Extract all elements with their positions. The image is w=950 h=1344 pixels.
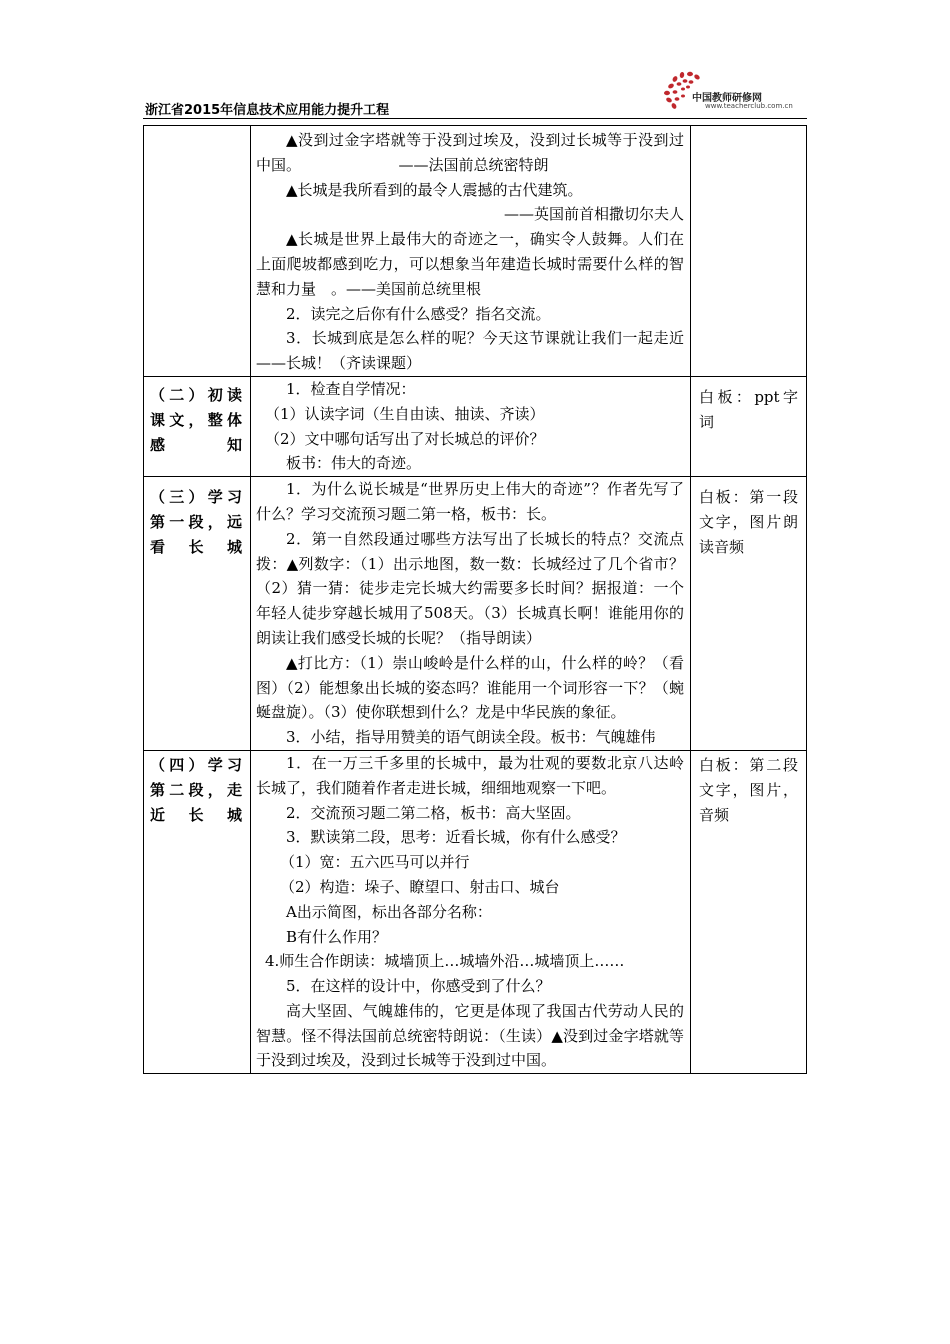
step-paragraph: （2）构造：垛子、瞭望口、射击口、城台	[280, 877, 560, 896]
header-rule	[143, 118, 807, 119]
step-paragraph: （1）认读字词（生自由读、抽读、齐读）	[265, 404, 545, 423]
section-cell: （四）学习第二段，走近长城	[144, 750, 251, 1073]
step-paragraph: 2．交流预习题二第二格，板书：高大坚固。	[286, 803, 581, 822]
lesson-plan-table	[143, 125, 807, 1074]
quote-attribution: ——英国前首相撒切尔夫人	[503, 205, 684, 224]
document-header-title: 浙江省2015年信息技术应用能力提升工程	[145, 103, 390, 118]
step-paragraph: B有什么作用？	[286, 927, 388, 946]
content-cell	[251, 477, 691, 751]
step-paragraph: 2．第一自然段通过哪些方法写出了长城长的特点？交流点拨：▲列数字：（1）出示地图，数一数：长城经过了几个省市？（2）猜一猜：徒步走完长城大约需要多长时间？据报道：一个年轻人徒步穿越长城用了508天。（3）长城真长啊！谁能用你的朗读让我们感受长城的长呢？（指导朗读）	[256, 529, 684, 647]
step-paragraph: 1．为什么说长城是“世界历史上伟大的奇迹”？作者先写了什么？学习交流预习题二第一格，板书：长。	[256, 480, 684, 523]
quote-paragraph: ▲没到过金字塔就等于没到过埃及，没到过长城等于没到过中国。 ——法国前总统密特朗	[256, 131, 684, 174]
section-cell	[144, 126, 251, 377]
media-cell: 白板：第二段文字，图片，音频	[691, 750, 807, 1073]
logo-text: 中国教师研修网	[692, 93, 762, 104]
step-paragraph: 3．小结，指导用赞美的语气朗读全段。板书：气魄雄伟	[286, 728, 656, 747]
table-row	[144, 376, 807, 476]
section-cell: （三）学习第一段，远看长城	[144, 477, 251, 751]
media-cell: 白板：第一段文字，图片朗读音频	[691, 477, 807, 751]
step-paragraph: 2．读完之后你有什么感受？指名交流。	[286, 304, 551, 323]
step-paragraph: 高大坚固、气魄雄伟的，它更是体现了我国古代劳动人民的智慧。怪不得法国前总统密特朗说：（生读）▲没到过金字塔就等于没到过埃及，没到过长城等于没到过中国。	[256, 1001, 684, 1070]
step-paragraph: 板书：伟大的奇迹。	[286, 454, 422, 473]
step-paragraph: ▲打比方：（1）崇山峻岭是什么样的山，什么样的岭？（看图）（2）能想象出长城的姿态吗？谁能用一个词形容一下？（蜿蜒盘旋）。（3）使你联想到什么？龙是中华民族的象征。	[256, 653, 684, 722]
media-cell	[691, 126, 807, 377]
quote-paragraph: ▲长城是我所看到的最令人震撼的古代建筑。	[286, 180, 583, 199]
table-row	[144, 126, 807, 377]
step-paragraph: 4.师生合作朗读：城墙顶上…城墙外沿…城墙顶上……	[265, 952, 625, 971]
step-paragraph: （1）宽：五六匹马可以并行	[280, 853, 470, 872]
quote-paragraph: ▲长城是世界上最伟大的奇迹之一，确实令人鼓舞。人们在上面爬坡都感到吃力，可以想象当年建造长城时需要什么样的智慧和力量 。——美国前总统里根	[256, 230, 684, 298]
step-paragraph: 3．默读第二段，思考：近看长城，你有什么感受？	[286, 828, 626, 847]
table-row	[144, 750, 807, 1073]
content-cell	[251, 750, 691, 1073]
step-paragraph: 1．检查自学情况：	[286, 379, 416, 398]
media-cell: 白板：ppt字词	[691, 376, 807, 476]
logo-url: www.teacherclub.com.cn	[705, 102, 793, 110]
table-row	[144, 477, 807, 751]
step-paragraph: 3．长城到底是怎么样的呢？今天这节课就让我们一起走近——长城！（齐读课题）	[256, 329, 684, 373]
step-paragraph: 5．在这样的设计中，你感受到了什么？	[286, 977, 551, 996]
section-cell: （二）初读课文，整体感知	[144, 376, 251, 476]
content-cell	[251, 376, 691, 476]
step-paragraph: A出示简图，标出各部分名称：	[286, 902, 492, 921]
step-paragraph: 1．在一万三千多里的长城中，最为壮观的要数北京八达岭长城了，我们随着作者走进长城，细细地观察一下吧。	[256, 753, 684, 797]
content-cell	[251, 126, 691, 377]
step-paragraph: （2）文中哪句话写出了对长城总的评价？	[265, 429, 545, 448]
